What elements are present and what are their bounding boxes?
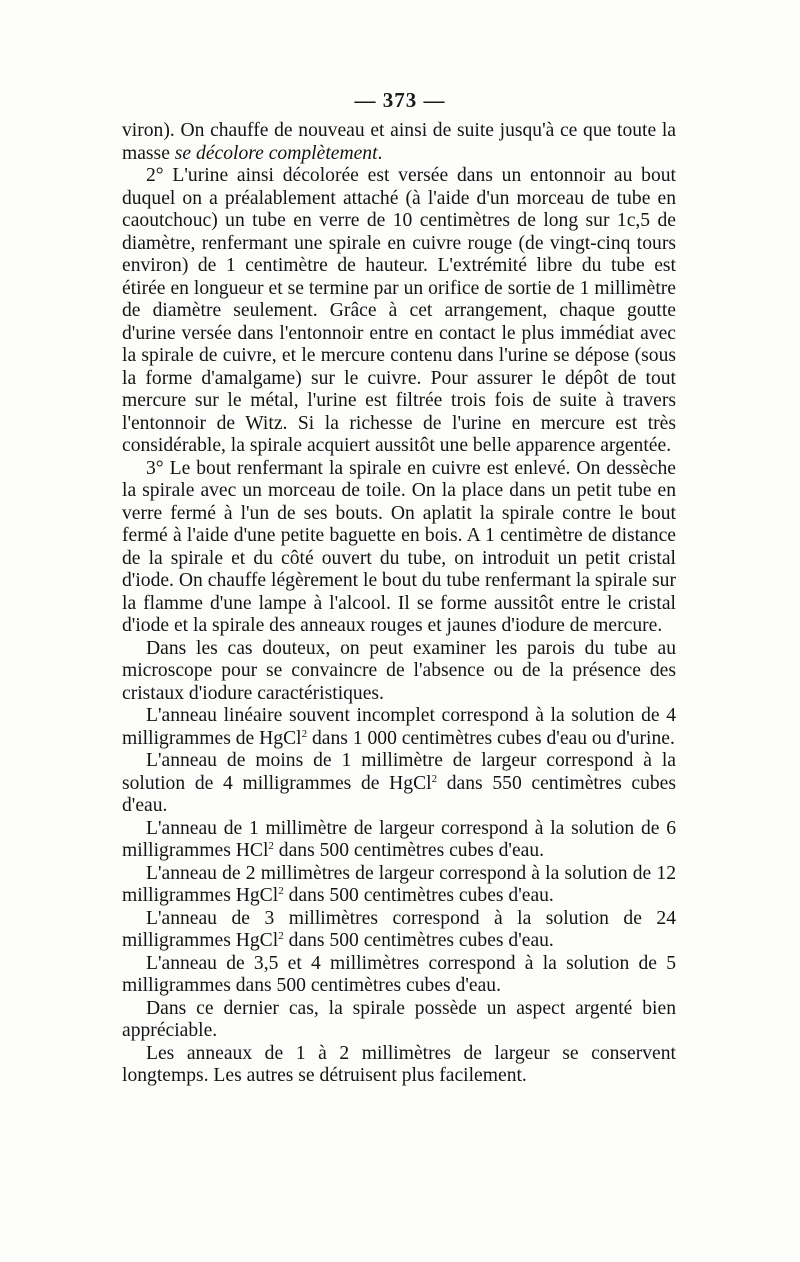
text-run: dans 500 centimètres cubes d'eau. [283,930,554,951]
text-run: dans 550 centimètres cubes d'eau. [122,772,677,816]
body-text [122,120,676,1088]
text-run: dans 500 centimètres cubes d'eau. [273,840,545,861]
text-run: . [377,142,383,164]
paragraph-ring-linear [122,705,676,750]
page-number: — 373 — [354,88,446,112]
text-run: L'anneau de 2 millimètres de largeur correspond à la solution de 12 milligrammes HgCl [122,862,676,906]
paragraph-ring-less-1mm [122,750,676,818]
italic-text: se décolore complètement [174,142,378,164]
superscript: 2 [431,772,438,785]
superscript: 2 [301,727,308,740]
text-run: L'anneau de 3 millimètres correspond à la solution de 24 milligrammes HgCl [122,907,676,951]
paragraph-conservation: Les anneaux de 1 à 2 millimètres de largeur se conservent longtemps. Les autres se détruisent plus facilement. [122,1042,676,1086]
text-run: L'anneau de 1 millimètre de largeur correspond à la solution de 6 milligrammes HCl [122,817,676,861]
paragraph-last-case: Dans ce dernier cas, la spirale possède un aspect argenté bien appréciable. [122,997,676,1041]
paragraph-ring-3mm [122,908,676,953]
paragraph-doubtful-cases: Dans les cas douteux, on peut examiner les parois du tube au microscope pour se convaincre de l'absence ou de la présence des cristaux d'iodure caractéristiques. [122,637,676,704]
superscript: 2 [278,885,284,897]
paragraph-ring-3-5-4mm: L'anneau de 3,5 et 4 millimètres correspond à la solution de 5 milligrammes dans 500 centimètres cubes d'eau. [122,952,676,996]
superscript: 2 [278,930,284,942]
text-run: L'anneau de moins de 1 millimètre de largeur correspond à la solution de 4 milligrammes de HgCl [122,750,676,794]
paragraph-step-3: 3° Le bout renfermant la spirale en cuivre est enlevé. On dessèche la spirale avec un morceau de toile. On la place dans un petit tube en verre fermé à l'un de ses bouts. On aplatit la spirale contre le bout fermé à l'aide d'une petite baguette en bois. A 1 centimètre de distance de la spirale et du côté ouvert du tube, on introduit un petit cristal d'iode. On chauffe légèrement le bout du tube renfermant la spirale sur la flamme d'une lampe à l'alcool. Il se forme aussitôt entre le cristal d'iode et la spirale des anneaux rouges et jaunes d'iodure de mercure. [122,457,676,636]
paragraph-step-2: 2° L'urine ainsi décolorée est versée dans un entonnoir au bout duquel on a préalablement attaché (à l'aide d'un morceau de tube en caoutchouc) un tube en verre de 10 centimètres de long sur 1c,5 de diamètre, renfermant une spirale en cuivre rouge (de vingt-cinq tours environ) de 1 centimètre de hauteur. L'extrémité libre du tube est étirée en longueur et se termine par un orifice de sortie de 1 millimètre de diamètre seulement. Grâce à cet arrangement, chaque goutte d'urine versée dans l'entonnoir entre en contact le plus immédiat avec la spirale de cuivre, et le mercure contenu dans l'urine se dépose (sous la forme d'amalgame) sur le cuivre. Pour assurer le dépôt de tout mercure sur le métal, l'urine est filtrée trois fois de suite à travers l'entonnoir de Witz. Si la richesse de l'urine en mercure est très considérable, la spirale acquiert aussitôt une belle apparence argentée. [122,165,676,456]
paragraph-ring-1mm [122,818,676,863]
paragraph-ring-2mm [122,863,676,908]
text-run: L'anneau linéaire souvent incomplet correspond à la solution de 4 milligrammes de HgCl [122,705,676,749]
text-run: dans 500 centimètres cubes d'eau. [283,885,554,906]
superscript: 2 [268,840,274,852]
paragraph-continuation [122,120,676,165]
text-run: dans 1 000 centimètres cubes d'eau ou d'urine. [307,727,675,749]
text-run: viron). On chauffe de nouveau et ainsi de suite jusqu'à ce que toute la masse [122,120,676,164]
